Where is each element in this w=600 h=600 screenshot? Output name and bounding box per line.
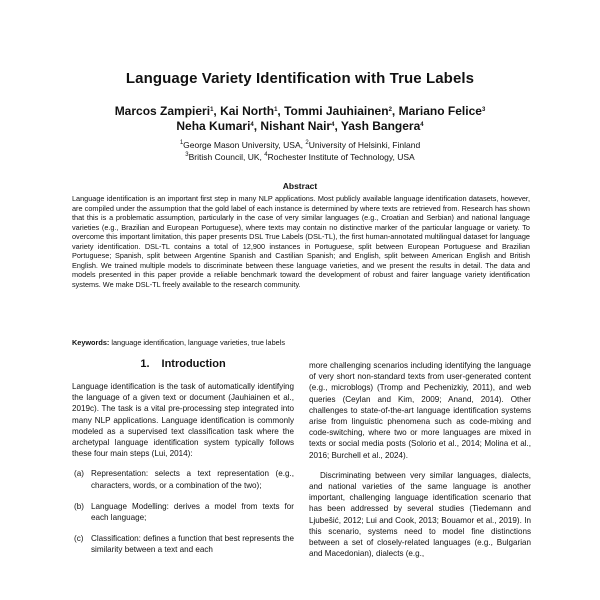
author-affiliation-mark: 4 (250, 122, 254, 128)
author-separator: , (334, 119, 341, 133)
list-item-text: Classification: defines a function that best represents the similarity between a text and each (91, 534, 294, 555)
affiliation-mark: 3 (185, 152, 189, 158)
affiliation-text: University of Helsinki, Finland (308, 140, 421, 150)
steps-list (72, 468, 294, 555)
author-affiliation-mark: 4 (331, 122, 335, 128)
affiliation-mark: 4 (264, 152, 268, 158)
author-affiliation-mark: 1 (274, 107, 278, 113)
intro-paragraph: Language identification is the task of automatically identifying the language of a given text or document (Jauhiainen et al., 2019c). The task is a vital pre-processing step integrated into many NLP applications. Language identification is commonly modeled as a supervised text classification task where the archetypal language identification system typically follows these four main steps (Lui, 2014): (72, 382, 294, 459)
author-line-1 (60, 104, 540, 119)
list-item (72, 501, 294, 523)
section-number: 1. (140, 358, 150, 370)
author-name: Neha Kumari (176, 119, 251, 133)
affiliation-mark: 2 (305, 140, 309, 146)
list-marker: (a) (74, 469, 84, 479)
author-separator: , (213, 104, 221, 118)
author-affiliation-mark: 4 (420, 122, 424, 128)
keywords-label: Keywords: (72, 338, 110, 347)
list-item (72, 468, 294, 490)
author-name: Marcos Zampieri (114, 104, 211, 118)
list-marker: (b) (74, 501, 84, 511)
author-name: Nishant Nair (260, 119, 332, 133)
affiliation-mark: 1 (179, 140, 184, 146)
keywords (72, 338, 530, 347)
author-affiliation-mark: 3 (481, 107, 486, 113)
list-item-text: Representation: selects a text representation (e.g., characters, words, or a combination of the two); (91, 469, 294, 490)
body-paragraph: more challenging scenarios including identifying the language of very short non-standard texts from user-generated content (e.g., microblogs) (Tromp and Pechenizkiy, 2011), and web queries (Ceylan and Kim, 2009; Anand, 2014). Other challenges to state-of-the-art language identification systems arise from linguistic phenomena such as code-mixing and code-switching, where two or more languages are mixed in texts or social media posts (Solorio et al., 2014; Molina et al., 2016; Burchell et al., 2024). (309, 361, 531, 460)
abstract-text: Language identification is an important first step in many NLP applications. Most publicly available language identification datasets, however, are compiled under the assumption that the gold label of each instance is determined by where texts are retrieved from. Research has shown that this is a problematic assumption, particularly in the case of very similar languages (e.g., Croatian and Serbian) and national language varieties (e.g., Brazilian and European Portuguese), where texts may contain no distinctive marker of the particular language or variety. To overcome this important limitation, this paper presents DSL True Labels (DSL-TL), the first human-annotated multilingual dataset for language variety identification. DSL-TL contains a total of 12,900 instances in Portuguese, split between European Portuguese and Brazilian Portuguese; Spanish, split between Argentine Spanish and Castilian Spanish; and English, split between American English and British English. We trained multiple models to discriminate between these language varieties, and we present the results in detail. The data and models presented in this paper provide a reliable benchmark toward the development of robust and fairer language variety identification systems. We make DSL-TL freely available to the research community. (72, 194, 530, 289)
author-affiliation-mark: 1 (210, 107, 214, 113)
author-separator: , (277, 104, 285, 118)
abstract-heading: Abstract (282, 181, 318, 191)
section-title: Introduction (161, 358, 226, 370)
author-name: Tommi Jauhiainen (284, 104, 389, 118)
author-name: Kai North (220, 104, 275, 118)
author-list (60, 104, 540, 134)
list-marker: (c) (74, 534, 84, 544)
keywords-text: language identification, language varieties, true labels (111, 338, 285, 347)
author-affiliation-mark: 2 (388, 107, 392, 113)
author-separator: , (253, 119, 261, 133)
right-column (309, 360, 531, 568)
affiliation-text: George Mason University, USA, (183, 140, 306, 150)
section-heading-introduction (72, 358, 294, 370)
affiliation-line-2 (60, 151, 540, 163)
affiliation-text: Rochester Institute of Technology, USA (267, 152, 415, 162)
body-paragraph: Discriminating between very similar languages, dialects, and national varieties of the same language is another important, challenging language identification scenario that has been addressed by several studies (Tiedemann and Ljubešić, 2012; Lui and Cook, 2013; Bouamor et al., 2019). In this scenario, systems need to model fine distinctions between a set of closely-related languages (e.g., Bulgarian and Macedonian), dialects (e.g., (309, 470, 531, 559)
list-item-text: Language Modelling: derives a model from texts for each language; (91, 501, 294, 523)
list-item (72, 533, 294, 555)
author-name: Yash Bangera (340, 119, 421, 133)
affiliations (60, 139, 540, 163)
author-line-2 (60, 119, 540, 134)
left-column (72, 381, 294, 566)
author-separator: , (391, 104, 399, 118)
paper-title: Language Variety Identification with True Labels (125, 70, 475, 87)
affiliation-text: British Council, UK, (188, 152, 265, 162)
affiliation-line-1 (60, 139, 540, 151)
author-name: Mariano Felice (398, 104, 482, 118)
